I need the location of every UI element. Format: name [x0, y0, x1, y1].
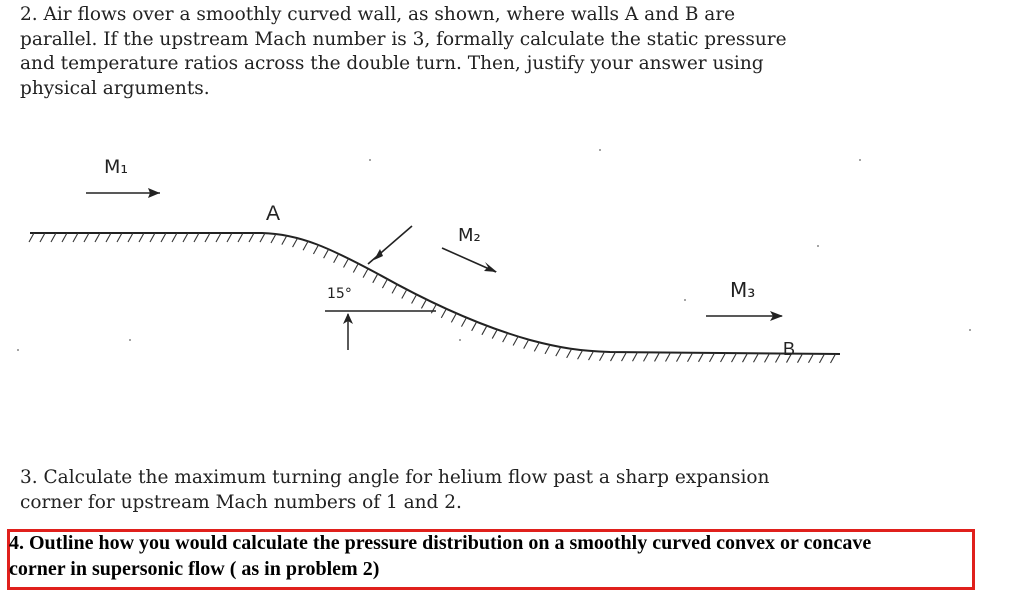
wall-hatch-mark	[819, 354, 824, 363]
wall-hatch-mark	[216, 233, 221, 242]
wall-a-label: A	[266, 202, 281, 225]
wall-hatch-mark	[600, 352, 605, 361]
wall-hatch-mark	[313, 245, 318, 254]
wall-hatch-mark	[461, 318, 466, 327]
wall-hatch-mark	[293, 238, 298, 247]
problem-2-line: and temperature ratios across the double turn. Then, justify your answer using	[20, 53, 764, 74]
curved-wall-surface	[30, 233, 840, 354]
wall-hatch-mark	[431, 304, 436, 313]
m1-flow-arrow	[86, 188, 160, 198]
wall-hatch-mark	[363, 269, 368, 278]
wall-hatch-mark	[441, 309, 446, 318]
wall-hatch-mark	[183, 233, 188, 242]
wall-hatch-mark	[492, 330, 497, 339]
wall-hatch-mark	[753, 353, 758, 362]
wave-arrowhead	[374, 249, 383, 260]
m1-label: M₁	[104, 156, 129, 178]
wall-hatch-mark	[227, 233, 232, 242]
wall-hatch-mark	[249, 233, 254, 242]
wall-hatch-mark	[324, 249, 329, 258]
wall-hatch-mark	[720, 353, 725, 362]
wall-hatch-mark	[644, 352, 649, 361]
wall-hatch-mark	[503, 333, 508, 342]
wall-hatch-mark	[282, 236, 287, 245]
wall-hatch-mark	[524, 340, 529, 349]
problem-3-line: corner for upstream Mach numbers of 1 and 2.	[20, 491, 462, 513]
wall-hatch-mark	[344, 259, 349, 268]
wall-hatch-mark	[687, 353, 692, 362]
wall-hatch-mark	[513, 337, 518, 346]
problem-3-line: 3. Calculate the maximum turning angle for helium flow past a sharp expansion	[20, 467, 770, 488]
problem-4-text	[9, 530, 979, 582]
problem-4-line: 4. Outline how you would calculate the pressure distribution on a smoothly curved convex or concave	[9, 532, 872, 554]
wall-hatch-mark	[303, 241, 308, 250]
problem-2-line: 2. Air flows over a smoothly curved wall, as shown, where walls A and B are	[20, 4, 736, 25]
wall-hatch-mark	[808, 354, 813, 363]
wall-hatch-mark	[676, 353, 681, 362]
wall-hatch-mark	[334, 254, 339, 263]
wall-hatch-mark	[62, 233, 67, 242]
wall-hatch-mark	[382, 279, 387, 288]
wall-hatch-mark	[95, 233, 100, 242]
turn-angle-label: 15°	[327, 286, 352, 302]
m3-label: M₃	[730, 278, 756, 302]
curved-wall-diagram	[0, 140, 1024, 370]
wall-hatch-mark	[150, 233, 155, 242]
wall-hatch-mark	[830, 354, 835, 363]
m2-label: M₂	[458, 225, 481, 246]
wall-hatch-mark	[451, 313, 456, 322]
wall-hatch-mark	[742, 353, 747, 362]
wall-hatch-mark	[194, 233, 199, 242]
wall-hatch-mark	[51, 233, 56, 242]
wall-hatch-mark	[392, 284, 397, 293]
wall-hatch-mark	[84, 233, 89, 242]
problem-2-line: parallel. If the upstream Mach number is 3, formally calculate the static pressure	[20, 28, 787, 50]
wall-hatch-mark	[567, 349, 572, 358]
wall-hatch-mark	[402, 290, 407, 299]
wall-hatch-mark	[373, 274, 378, 283]
wall-hatch-mark	[545, 345, 550, 354]
expansion-wave-line	[368, 226, 412, 264]
wall-hatching	[29, 233, 835, 363]
wall-hatch-mark	[534, 342, 539, 351]
wall-hatch-mark	[709, 353, 714, 362]
wall-hatch-mark	[117, 233, 122, 242]
wall-hatch-mark	[633, 352, 638, 361]
wall-hatch-mark	[589, 351, 594, 360]
wall-hatch-mark	[611, 352, 616, 361]
wall-hatch-mark	[205, 233, 210, 242]
problem-2-text	[20, 3, 860, 101]
wall-hatch-mark	[421, 299, 426, 308]
angle-reference-arrow	[343, 313, 353, 350]
wall-hatch-mark	[238, 233, 243, 242]
wall-b-label: B	[783, 339, 796, 359]
wall-hatch-mark	[578, 350, 583, 359]
wall-hatch-mark	[654, 352, 659, 361]
wall-hatch-mark	[353, 264, 358, 273]
wall-hatch-mark	[106, 233, 111, 242]
wall-hatch-mark	[622, 352, 627, 361]
wall-hatch-mark	[775, 353, 780, 362]
m3-flow-arrow	[706, 311, 783, 321]
wall-hatch-mark	[412, 295, 417, 304]
scan-speckles	[17, 149, 971, 351]
wall-hatch-mark	[482, 326, 487, 335]
wall-hatch-mark	[128, 233, 133, 242]
wall-hatch-mark	[472, 322, 477, 331]
problem-3-text	[20, 466, 880, 515]
wall-hatch-mark	[271, 234, 276, 243]
wall-hatch-mark	[139, 233, 144, 242]
wall-hatch-mark	[172, 233, 177, 242]
problem-4-line: corner in supersonic flow ( as in problem 2)	[9, 558, 380, 580]
problem-2-line: physical arguments.	[20, 77, 210, 99]
wall-hatch-mark	[556, 347, 561, 356]
m2-flow-arrow	[442, 248, 497, 272]
wall-hatch-mark	[797, 354, 802, 363]
wall-hatch-mark	[260, 233, 265, 242]
wall-hatch-mark	[161, 233, 166, 242]
wall-hatch-mark	[764, 353, 769, 362]
wall-hatch-mark	[698, 353, 703, 362]
wall-hatch-mark	[73, 233, 78, 242]
wall-hatch-mark	[731, 353, 736, 362]
wall-hatch-mark	[29, 233, 34, 242]
wall-hatch-mark	[665, 353, 670, 362]
wall-hatch-mark	[40, 233, 45, 242]
